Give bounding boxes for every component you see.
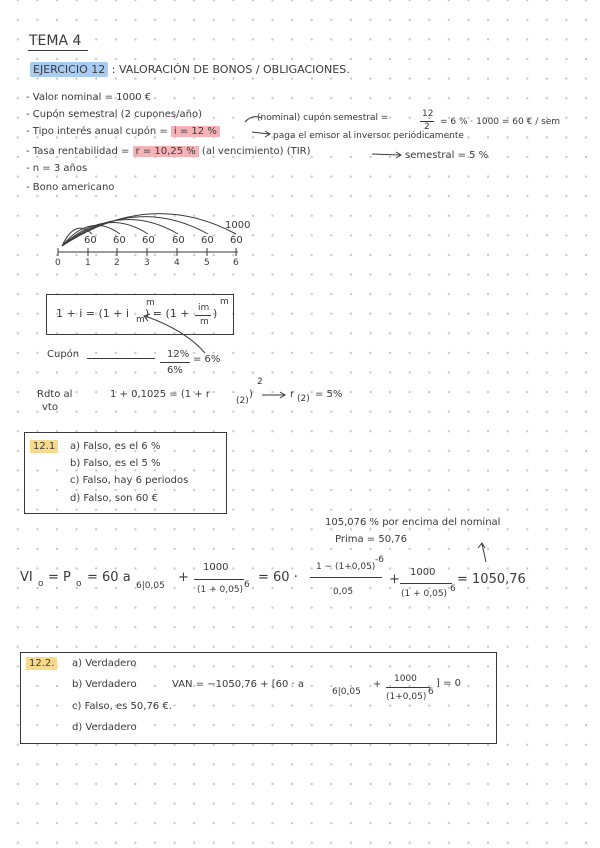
vi-eq-p: = P: [48, 570, 71, 585]
cupon-frac-den: 2: [424, 122, 430, 132]
van-plus: +: [373, 679, 382, 690]
coupon-label: 60: [201, 235, 214, 246]
formula-mid: ) = (1 +: [145, 307, 190, 320]
tasa-rent-text: - Tasa rentabilidad =: [26, 146, 130, 157]
rdto-result-r: r: [290, 389, 295, 400]
bullet-bono: - Bono americano: [26, 182, 115, 193]
answers-12-1-label: 12.1: [30, 442, 58, 452]
answer-12-1-c: c) Falso, hay 6 periodos: [70, 475, 189, 486]
cupon-label: Cupón: [47, 349, 80, 360]
answer-12-1-a: a) Falso, es el 6 %: [70, 441, 161, 452]
semestral-arrow: [372, 154, 400, 155]
formula-end: ): [213, 307, 218, 320]
brace-stroke: [245, 117, 262, 122]
formula-lhs: 1 + i = (1 + i: [56, 307, 130, 320]
cupon-frac-bar: [160, 362, 190, 363]
exercise-title: : VALORACIÓN DE BONOS / OBLIGACIONES.: [111, 63, 350, 76]
timeline-top-value: 1000: [225, 220, 251, 231]
rdto-result-val: = 5%: [315, 389, 343, 400]
vi-frac1-bar: [194, 579, 244, 580]
vi-result: = 1050,76: [457, 572, 526, 587]
vi-frac3-num: 1000: [410, 567, 436, 578]
tasa-rent-post: (al vencimiento) (TIR): [201, 146, 311, 157]
vi-plus2: +: [389, 572, 400, 587]
van-frac-bar: [386, 687, 430, 688]
coupon-label: 60: [142, 235, 155, 246]
rdto-sup: 2: [257, 377, 263, 387]
exercise-label: EJERCICIO 12: [30, 62, 108, 77]
vi-frac1-num: 1000: [203, 562, 229, 573]
vi-frac1-den: (1 + 0,05): [197, 585, 244, 595]
van-end: ] = 0: [436, 678, 461, 689]
formula-sup-m: m: [146, 298, 155, 308]
cupon-result: = 6%: [193, 354, 221, 365]
prima-note: 105,076 % por encima del nominal: [325, 517, 501, 528]
bullet-cupon-semestral: - Cupón semestral (2 cupones/año): [26, 109, 202, 120]
coupon-label: 60: [172, 235, 185, 246]
paga-note: paga el emisor al inversor periódicamente: [273, 131, 464, 141]
vi-frac1-den-sup: 6: [244, 580, 250, 590]
cupon-den: 6%: [167, 365, 183, 376]
answer-12-2-c: c) Falso, es 50,76 €.: [72, 701, 172, 712]
vi-lhs-sub: o: [38, 579, 44, 589]
bullet-valor-nominal: - Valor nominal = 1000 €: [26, 92, 152, 103]
vi-eq-60: = 60 a: [87, 570, 131, 585]
formula-sub-m: m: [136, 315, 145, 325]
vi-frac2-bar: [310, 577, 382, 578]
van-frac-den: (1+0,05): [386, 692, 427, 702]
tick-label: 6: [233, 258, 239, 268]
formula-frac-den: m: [200, 317, 209, 327]
vi-plus: +: [178, 570, 189, 585]
prima-value: Prima = 50,76: [335, 534, 407, 545]
answers-12-2-label: 12.2.: [26, 659, 57, 669]
formula-frac-num: im: [198, 303, 210, 313]
tipo-interes-text: - Tipo interés anual cupón =: [26, 126, 168, 137]
vi-eq-60b: = 60 ·: [258, 570, 298, 585]
vi-frac2-den: 0,05: [333, 587, 354, 597]
vi-frac3-den: (1 + 0,05): [401, 589, 448, 599]
bullet-n-anos: - n = 3 años: [26, 163, 88, 174]
cupon-blank-line: [87, 358, 155, 359]
answer-12-1-b: b) Falso, es el 5 %: [70, 458, 161, 469]
prima-arrowhead: [478, 543, 485, 548]
van-lhs: VAN = −1050,76 + [60 · a: [172, 679, 305, 690]
semestral-rate: semestral = 5 %: [405, 150, 489, 161]
rdto-result-sub: (2): [297, 394, 310, 404]
rdto-expr: 1 + 0,1025 = (1 + r: [110, 389, 210, 400]
van-frac-num: 1000: [394, 674, 417, 684]
cupon-result: = 6 % · 1000 = 60 € / sem: [440, 117, 561, 127]
rdto-close: ): [249, 389, 253, 400]
tick-label: 5: [204, 258, 210, 268]
page-title: TEMA 4: [29, 33, 82, 49]
tipo-interes-highlight: i = 12 %: [171, 126, 220, 137]
tasa-rent-highlight: r = 10,25 %: [133, 146, 199, 157]
vi-annuity-sub: 6|0,05: [136, 581, 165, 591]
coupon-label: 60: [84, 235, 97, 246]
cupon-num: 12%: [167, 349, 190, 360]
nominal-cupon-note: (nominal) cupón semestral =: [257, 113, 389, 123]
tick-label: 3: [144, 258, 150, 268]
vi-frac3-bar: [400, 583, 452, 584]
vi-lhs: VI: [20, 570, 33, 585]
coupon-label: 60: [230, 235, 243, 246]
vi-p-sub: o: [76, 579, 82, 589]
coupon-label: 60: [113, 235, 126, 246]
rdto-label-2: vto: [42, 402, 58, 413]
tick-label: 0: [55, 258, 61, 268]
formula-frac-bar: [195, 315, 211, 316]
formula-end-sup: m: [220, 297, 229, 307]
tick-label: 1: [85, 258, 91, 268]
answer-12-2-b: b) Verdadero: [72, 679, 137, 690]
vi-frac2-num: 1 − (1+0,05): [316, 562, 376, 572]
rdto-sub: (2): [236, 396, 249, 406]
rdto-label-1: Rdto al: [37, 389, 73, 400]
van-frac-den-sup: 6: [428, 687, 434, 697]
answer-12-1-d: d) Falso, son 60 €: [70, 493, 158, 504]
answer-12-2-a: a) Verdadero: [72, 658, 137, 669]
tick-label: 4: [174, 258, 180, 268]
vi-frac2-num-sup: -6: [375, 555, 384, 565]
vi-frac3-den-sup: 6: [450, 584, 456, 594]
tick-label: 2: [114, 258, 120, 268]
cupon-frac-num: 12: [422, 109, 434, 119]
answer-12-2-d: d) Verdadero: [72, 722, 137, 733]
van-sub: 6|0,05: [332, 687, 361, 697]
